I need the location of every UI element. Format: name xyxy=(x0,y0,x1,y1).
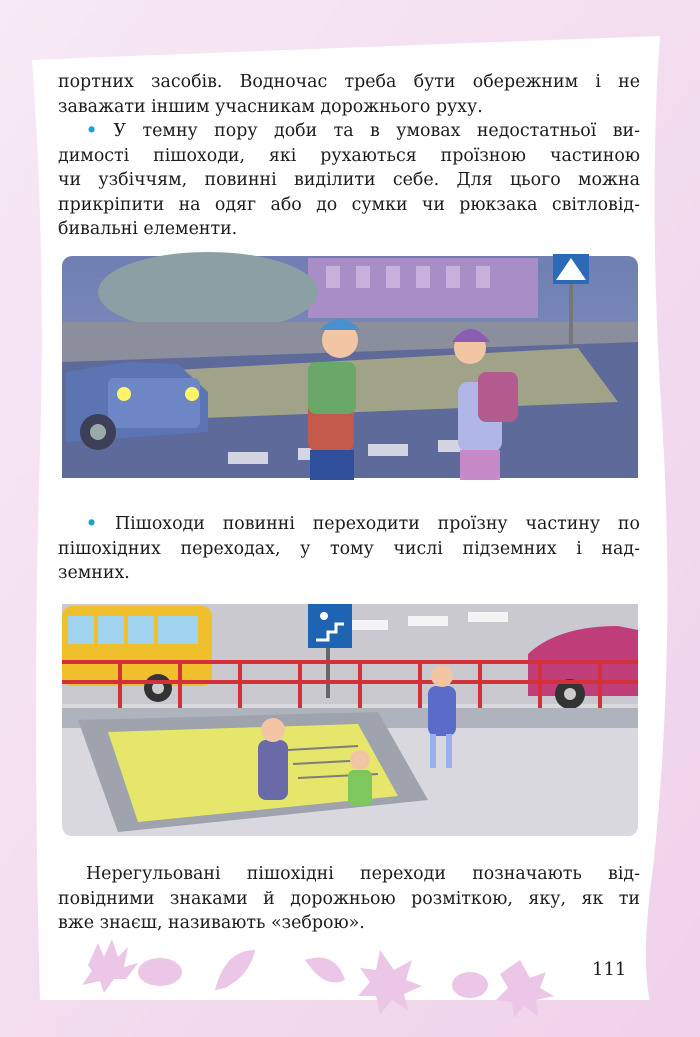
text-line: вже знаєш, називають «зеброю». xyxy=(58,913,365,934)
text-line: пішохідних переходах, у тому числі підземних і над- xyxy=(58,538,640,559)
text-line: Нерегульовані пішохідні переходи позначають від- xyxy=(86,864,640,884)
night-crossing-illustration xyxy=(58,252,642,482)
paragraph-zebra xyxy=(58,862,640,936)
paragraph-crossings xyxy=(58,512,640,586)
bullet-icon: • xyxy=(86,514,98,534)
text-line: У темну пору доби та в умовах недостатньої ви- xyxy=(113,121,640,141)
text-line: портних засобів. Водночас треба бути обережним і не xyxy=(58,72,640,92)
text-line: повідними знаками й дорожньою розміткою, яку, як ти xyxy=(58,888,640,909)
text-line: Пішоходи повинні переходити проїзну частину по xyxy=(114,514,640,534)
page-number: 111 xyxy=(592,959,627,980)
text-line-first xyxy=(58,512,640,537)
underground-crossing-illustration xyxy=(58,600,642,840)
bullet-icon: • xyxy=(86,121,98,141)
text-line-first xyxy=(58,119,640,144)
text-line: заважати іншим учасникам дорожнього руху. xyxy=(58,96,483,117)
text-line: земних. xyxy=(58,563,130,584)
text-line: прикріпити на одяг або до сумки чи рюкзака світловід- xyxy=(58,194,640,215)
text-line: бивальні елементи. xyxy=(58,219,238,240)
text-line: димості пішоходи, які рухаються проїзною частиною xyxy=(58,145,640,166)
text-line: чи узбіччям, повинні виділити себе. Для цього можна xyxy=(58,170,640,191)
paragraph-visibility xyxy=(58,119,640,242)
paragraph-continuation xyxy=(58,70,640,119)
